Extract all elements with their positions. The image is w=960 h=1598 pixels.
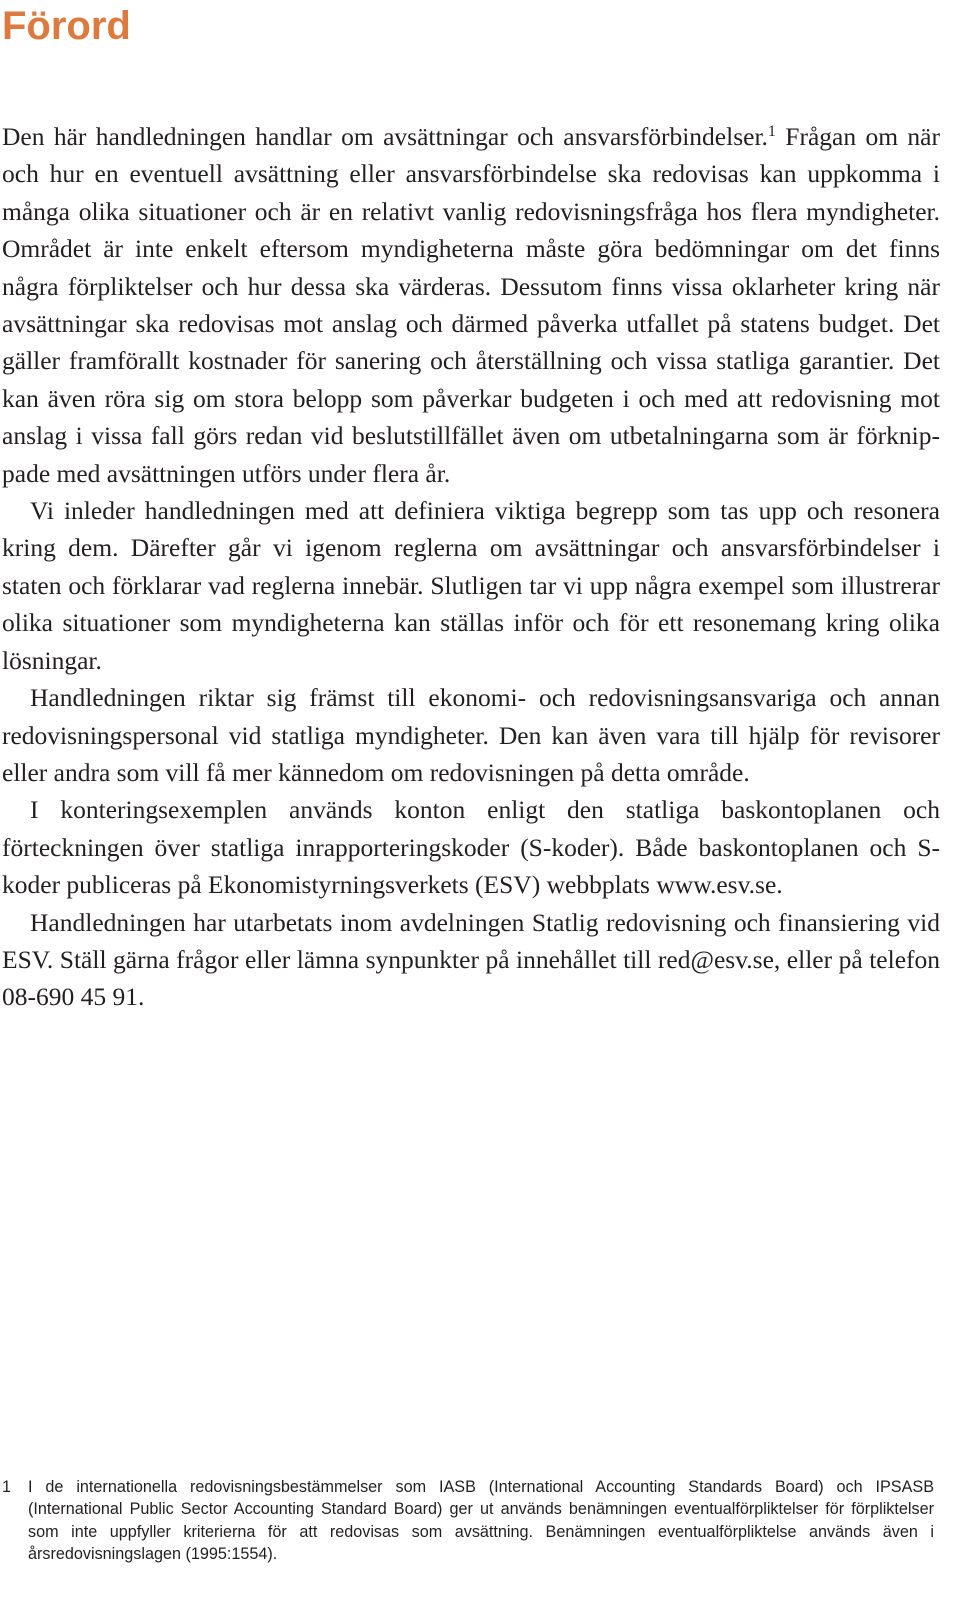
paragraph-intro <box>2 118 940 492</box>
paragraph-intro-rest: Frågan om när och hur en eventuell avsättning eller ansvarsförbindelse ska redovisas kan uppkomma i många olika situationer och är en relativt vanlig redovisningsfråga hos flera myndigheter. Området är inte enkelt eftersom myndigheterna måste göra bedömningar om det finns några förpliktelser och hur dessa ska värderas. Dessutom finns vissa oklarheter kring när avsättningar ska redovisas mot anslag och därmed påverka utfallet på statens budget. Det gäller framförallt kostnader för sanering och återställning och vissa statliga garantier. Det kan även röra sig om stora belopp som påverkar budgeten i och med att redovisning mot anslag i vissa fall görs redan vid beslutstillfället även om utbetalningarna som är förknippade med avsättningen utförs under flera år. <box>2 122 940 488</box>
paragraph-contact: Handledningen har utarbetats inom avdelningen Statlig redovisning och finansiering vid ESV. Ställ gärna frågor eller lämna synpunkter på innehållet till red@esv.se, eller på telefon 08-690 45 91. <box>2 907 940 1012</box>
paragraph-structure: Vi inleder handledningen med att definiera viktiga begrepp som tas upp och resonera kring dem. Därefter går vi igenom reglerna om avsättningar och ansvarsförbindelser i staten och förklarar vad reglerna innebär. Slutligen tar vi upp några exempel som illustrerar olika situationer som myndigheterna kan ställas inför och för ett resonemang kring olika lösningar. <box>2 496 940 675</box>
page-title: Förord <box>2 4 131 48</box>
paragraph-accounts: I konteringsexemplen används konton enligt den statliga baskontoplanen och förteckningen över statliga inrapporteringskoder (S-koder). Både baskontoplanen och S-koder publiceras på Ekonomistyrningsverkets (ESV) webbplats www.esv.se. <box>2 795 940 900</box>
footnote <box>2 1476 934 1566</box>
footnote-text: I de internationella redovisningsbestämmelser som IASB (International Accounting Standards Board) och IPSASB (International Public Sector Accounting Standard Board) ger ut används benämningen eventualförpliktelser för förpliktelser som inte uppfyller kriterierna för att redovisas som avsättning. Benämningen eventualförpliktelse används även i årsredovisningslagen (1995:1554). <box>28 1478 934 1564</box>
footnote-reference[interactable]: 1 <box>767 123 776 140</box>
preface-body <box>2 118 940 1016</box>
footnote-number: 1 <box>2 1478 12 1496</box>
paragraph-intro-lead: Den här handledningen handlar om avsättningar och ansvarsförbindelser. <box>2 122 768 151</box>
paragraph-audience: Handledningen riktar sig främst till ekonomi- och redovisningsansvariga och annan redovisningspersonal vid statliga myndigheter. Den kan även vara till hjälp för revisorer eller andra som vill få mer kännedom om redovisningen på detta område. <box>2 683 940 787</box>
